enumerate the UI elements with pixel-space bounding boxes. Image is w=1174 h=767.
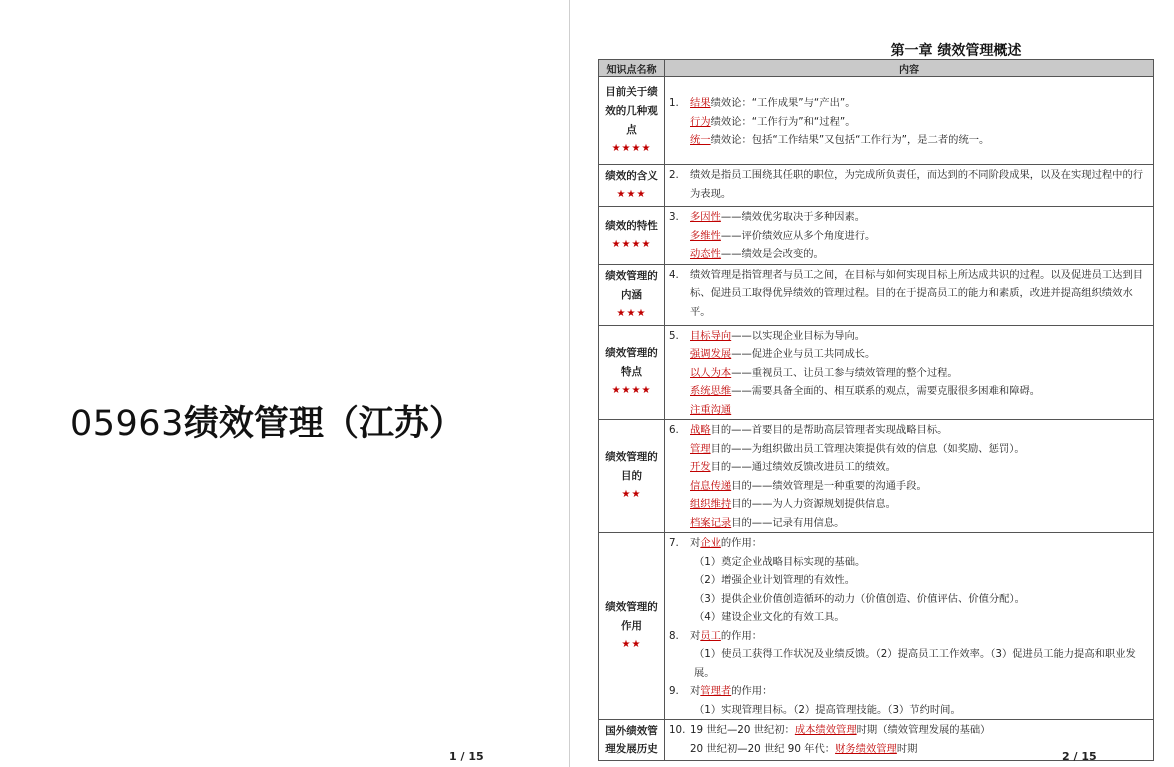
content-text: ——重视员工、让员工参与绩效管理的整个过程。 — [731, 366, 958, 379]
content-text: 绩效是指员工围绕其任职的职位，为完成所负责任，而达到的不同阶段成果，以及在实现过程中的行为表现。 — [690, 169, 1144, 200]
keyword: 组织维持 — [690, 498, 732, 510]
content-line — [669, 94, 1150, 113]
cover-title — [70, 396, 464, 446]
table-row — [599, 325, 1154, 420]
star-rating: ★★★ — [616, 307, 647, 319]
table-row — [599, 207, 1154, 265]
row-content — [665, 77, 1154, 165]
content-text: 的作用： — [720, 629, 763, 642]
content-text: ——绩效优劣取决于多种因素。 — [720, 211, 866, 223]
star-rating: ★★★★ — [611, 385, 652, 397]
content-line — [669, 113, 1150, 132]
content-line — [669, 495, 1150, 514]
item-number: 3. — [669, 211, 679, 223]
page-number-1: 1 / 15 — [449, 750, 484, 763]
content-line — [669, 227, 1150, 246]
star-rating: ★★★ — [616, 189, 647, 200]
content-text: 绩效论：包括“工作结果”又包括“工作行为”，是二者的统一。 — [710, 134, 990, 146]
content-line — [669, 401, 1150, 420]
content-text: 20 世纪初—20 世纪 90 年代： — [690, 742, 836, 755]
keyword: 动态性 — [690, 248, 721, 260]
keyword: 多因性 — [690, 211, 721, 223]
star-rating: ★★ — [621, 639, 642, 650]
content-text: 对 — [690, 537, 701, 549]
keyword: 行为 — [690, 115, 711, 128]
content-line: （2）增强企业计划管理的有效性。 — [694, 574, 856, 586]
content-text: 时期（绩效管理发展的基础） — [856, 724, 991, 736]
row-name-cell — [599, 720, 665, 761]
row-name-cell — [599, 533, 665, 720]
row-name-cell — [599, 77, 665, 165]
page-2 — [570, 0, 1174, 767]
keyword: 员工 — [700, 629, 721, 642]
table-row — [599, 77, 1154, 165]
item-number: 2. — [669, 169, 679, 181]
content-text: 目的——绩效管理是一种重要的沟通手段。 — [731, 479, 927, 492]
page-number-2: 2 / 15 — [1062, 750, 1097, 763]
row-content — [665, 325, 1154, 420]
keyword: 战略 — [690, 424, 711, 436]
keyword: 多维性 — [690, 229, 721, 242]
content-line — [669, 721, 1150, 740]
keyword: 档案记录 — [690, 516, 732, 529]
page-1 — [0, 0, 569, 767]
keyword: 管理者 — [700, 685, 732, 697]
content-text: 目的——通过绩效反馈改进员工的绩效。 — [710, 461, 896, 473]
row-content — [665, 420, 1154, 533]
content-text: ——绩效是会改变的。 — [720, 248, 824, 260]
keyword: 目标导向 — [690, 329, 732, 342]
row-name: 绩效管理的特点 — [605, 347, 658, 379]
content-line — [669, 682, 1150, 701]
table-row — [599, 165, 1154, 207]
content-text: ——促进企业与员工共同成长。 — [731, 348, 876, 360]
content-text: 目的——为人力资源规划提供信息。 — [731, 498, 896, 510]
content-line — [669, 458, 1150, 477]
course-code: 05963 — [70, 404, 184, 444]
content-text: ——需要具备全面的、相互联系的观点，需要克服很多困难和障碍。 — [731, 385, 1041, 397]
content-text: 对 — [690, 629, 701, 642]
row-content — [665, 165, 1154, 207]
item-number: 7. — [669, 537, 679, 549]
row-name: 国外绩效管理发展历史 — [605, 725, 658, 755]
keyword: 管理 — [690, 442, 711, 455]
keyword: 财务绩效管理 — [835, 742, 897, 755]
row-content — [665, 264, 1154, 325]
content-text: 目的——首要目的是帮助高层管理者实现战略目标。 — [710, 424, 948, 436]
row-name: 绩效管理的内涵 — [605, 269, 658, 301]
content-line — [669, 477, 1150, 496]
item-number: 10. — [669, 724, 686, 736]
star-rating: ★★★★ — [611, 143, 652, 154]
row-name: 绩效的含义 — [605, 170, 658, 182]
knowledge-table — [598, 59, 1154, 761]
table-header-row — [599, 60, 1154, 77]
item-number: 4. — [669, 268, 679, 281]
row-content — [665, 533, 1154, 720]
row-name-cell — [599, 420, 665, 533]
content-line — [669, 166, 1150, 203]
content-line: （4）建设企业文化的有效工具。 — [694, 611, 845, 623]
row-name: 目前关于绩效的几种观点 — [605, 86, 658, 136]
content-line — [669, 327, 1150, 346]
row-name: 绩效管理的目的 — [605, 451, 658, 482]
course-name: 绩效管理（江苏） — [183, 404, 464, 444]
content-text: 的作用： — [731, 685, 773, 697]
content-line: （3）提供企业价值创造循环的动力（价值创造、价值评估、价值分配）。 — [694, 592, 1025, 605]
content-line — [669, 627, 1150, 646]
content-text: 绩效论：“工作行为”和“过程”。 — [710, 115, 856, 128]
star-rating: ★★ — [621, 489, 642, 500]
star-rating: ★★★★ — [611, 238, 652, 250]
content-text: 绩效论：“工作成果”与“产出”。 — [710, 97, 856, 109]
keyword: 信息传递 — [690, 479, 732, 492]
content-line — [669, 382, 1150, 401]
keyword: 企业 — [700, 537, 721, 549]
content-text: 对 — [690, 685, 701, 697]
header-name: 知识点名称 — [599, 60, 665, 77]
row-name-cell — [599, 165, 665, 207]
content-line — [669, 208, 1150, 227]
content-line: （1）使员工获得工作状况及业绩反馈。（2）提高员工工作效率。（3）促进员工能力提高和职业发展。 — [694, 648, 1136, 679]
content-line — [669, 364, 1150, 383]
content-line — [669, 245, 1150, 264]
content-text: ——以实现企业目标为导向。 — [731, 329, 866, 342]
content-line — [669, 345, 1150, 364]
content-line — [669, 440, 1150, 459]
table-row — [599, 420, 1154, 533]
keyword: 统一 — [690, 134, 711, 146]
content-text: ——评价绩效应从多个角度进行。 — [720, 229, 876, 242]
content-line — [669, 534, 1150, 553]
keyword: 以人为本 — [690, 366, 732, 379]
table-row — [599, 264, 1154, 325]
content-text: 的作用： — [720, 537, 763, 549]
keyword: 成本绩效管理 — [794, 724, 857, 736]
row-name: 绩效的特性 — [605, 219, 658, 232]
content-line — [669, 421, 1150, 440]
content-line: （1）实现管理目标。（2）提高管理技能。（3）节约时间。 — [694, 703, 961, 716]
row-name-cell — [599, 207, 665, 265]
chapter-title: 第一章 绩效管理概述 — [890, 43, 1022, 59]
item-number: 8. — [669, 629, 679, 642]
content-line — [669, 131, 1150, 150]
content-line — [669, 514, 1150, 533]
row-content — [665, 207, 1154, 265]
content-line — [669, 266, 1150, 322]
content-text: 目的——为组织做出员工管理决策提供有效的信息（如奖励、惩罚）。 — [710, 442, 1025, 455]
content-line: （1）奠定企业战略目标实现的基础。 — [694, 555, 866, 568]
item-number: 5. — [669, 329, 679, 342]
keyword: 强调发展 — [690, 348, 732, 360]
keyword: 开发 — [690, 461, 711, 473]
row-name: 绩效管理的作用 — [605, 601, 658, 632]
keyword: 系统思维 — [690, 385, 732, 397]
content-text: 19 世纪—20 世纪初： — [690, 724, 795, 736]
row-name-cell — [599, 264, 665, 325]
keyword: 结果 — [690, 97, 711, 109]
header-content: 内容 — [665, 60, 1154, 77]
content-text: 时期 — [896, 742, 918, 755]
content-text: 绩效管理是指管理者与员工之间，在目标与如何实现目标上所达成共识的过程。以及促进员工达到目标、促进员工取得优异绩效的管理过程。目的在于提高员工的能力和素质，改进并提高组织绩效水平。 — [690, 268, 1144, 318]
item-number: 6. — [669, 424, 679, 436]
table-row — [599, 533, 1154, 720]
content-text: 目的——记录有用信息。 — [731, 516, 845, 529]
item-number: 9. — [669, 685, 679, 697]
item-number: 1. — [669, 97, 679, 109]
row-name-cell — [599, 325, 665, 420]
keyword: 注重沟通 — [690, 403, 732, 416]
